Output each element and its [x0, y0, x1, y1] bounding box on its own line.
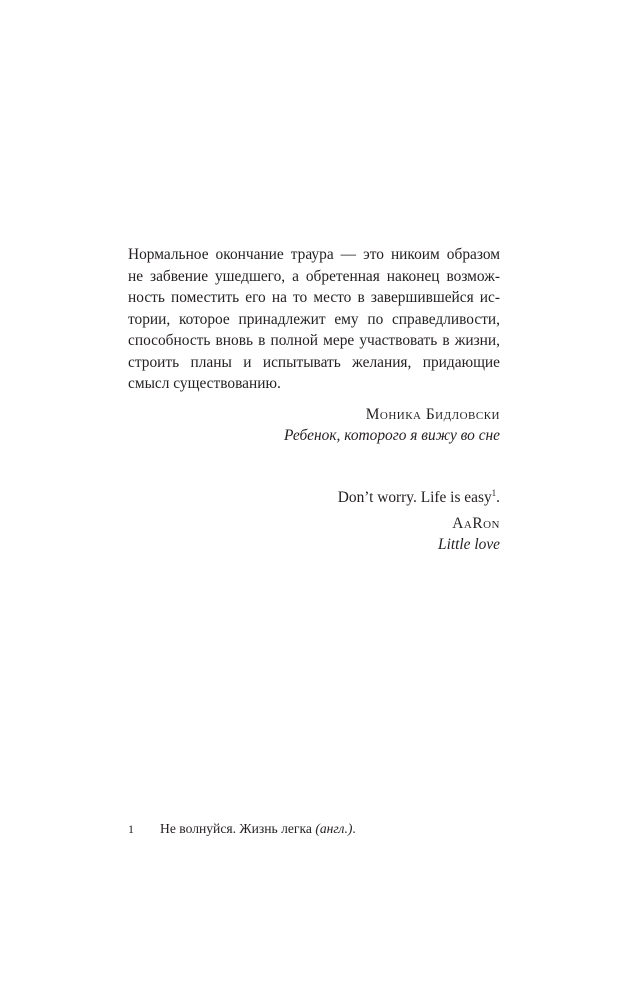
- epigraph-line: ность поместить его на то место в завершившейся ис-: [128, 289, 500, 306]
- epigraph-line: Нормальное окончание траура — это никоим образом: [128, 246, 500, 263]
- footnote-reference: 1: [491, 488, 497, 498]
- epigraph-line: строить планы и испытывать желания, придающие: [128, 353, 500, 371]
- quote-end-punct: .: [496, 489, 500, 506]
- second-epigraph-quote: [338, 487, 500, 508]
- epigraph-line: способность вновь в полной мере участвовать в жизни,: [128, 332, 500, 349]
- source-title: Little love: [438, 536, 500, 553]
- attribution-block-1: [284, 404, 500, 446]
- footnote-end-punct: .: [352, 821, 356, 836]
- author-name: Моника Бидловски: [365, 406, 500, 423]
- footnote-text: Не волнуйся. Жизнь легка: [160, 821, 316, 836]
- footnote: [128, 820, 356, 838]
- quote-text: Don’t worry. Life is easy: [337, 489, 492, 506]
- footnote-number: 1: [128, 822, 134, 836]
- source-title: Ребенок, которого я вижу во сне: [283, 427, 500, 444]
- epigraph-line: смысл существованию.: [128, 375, 281, 392]
- attribution-block-2: [338, 487, 500, 555]
- author-name: AaRon: [452, 515, 500, 532]
- epigraph-line: не забвение ушедшего, а обретенная наконец возмож-: [128, 267, 500, 285]
- footnote-language-note: (англ.): [315, 821, 353, 836]
- epigraph-line: тории, которое принадлежит ему по справедливости,: [128, 310, 500, 328]
- epigraph-paragraph: [128, 244, 500, 395]
